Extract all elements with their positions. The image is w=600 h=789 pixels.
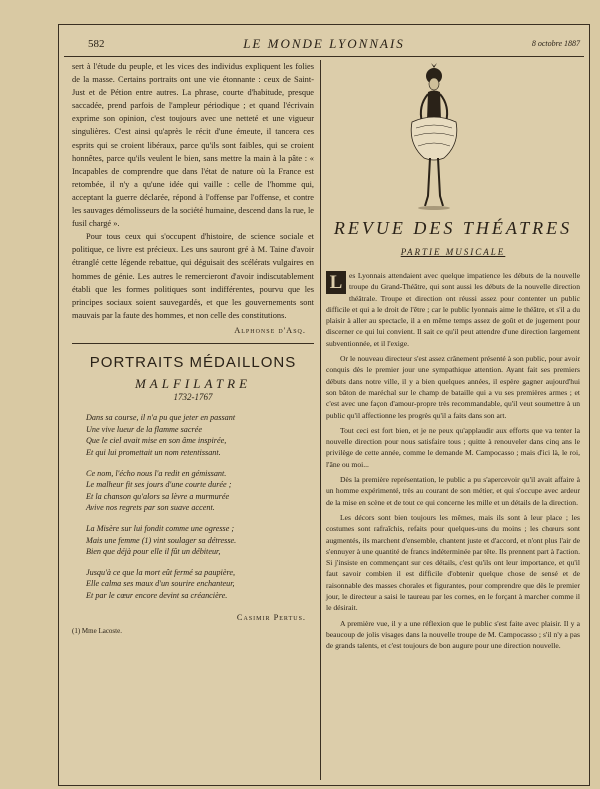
footnote: (1) Mme Lacoste. — [72, 626, 122, 635]
poem-line: Elle calma ses maux d'un sourire enchanteur, — [86, 579, 235, 589]
poem-line: La Misère sur lui fondit comme une ogresse ; — [86, 524, 235, 533]
poem-line: Avive nos regrets par son suave accent. — [86, 503, 215, 513]
theatre-paragraph: Les décors sont bien toujours les mêmes, mais ils sont à leur place ; les costumes sont rafraîchis, refaits pour quelques-uns du moins ; les chœurs sont augmentés, ils marchent d'ensemble, chantent juste et d'accord, et n'ont plus l'air de s'ennuyer à une quantité de francs indéterminée par tête. Ils prennent part à l'action. Si j'insiste en commençant sur ces détails, c'est qu'ils ont leur importance, et qu'il faut savoir combien il est difficile d'obtenir quelque chose de sensé et de raisonnable des masses chorales et figurantes, pour comprendre que dès le premier jour, le directeur a saisi le taureau par les cornes, en le forçant à marcher comme il le désirait. — [326, 512, 580, 613]
dancer-illustration — [398, 62, 470, 210]
poem-stanzas — [72, 412, 314, 601]
section-title: PORTRAITS MÉDAILLONS — [89, 353, 297, 371]
poem-author: Casimir Pertus. — [236, 612, 306, 622]
page-header — [64, 30, 584, 57]
poem-line: Dans sa course, il n'a pu que jeter en passant — [86, 413, 236, 423]
theatre-paragraph: A première vue, il y a une réflexion que le public s'est faite avec plaisir. Il y a beaucoup de jolis visages dans la nouvelle troupe de M. Campocasso ; s'il n'y a pas de grands talents, et c'est toujours de bon augure pour une direction nouvelle. — [326, 618, 580, 651]
journal-title: LE MONDE LYONNAIS — [243, 36, 405, 51]
poem-line: Bien que déjà pour elle il fût un débiteur, — [86, 547, 221, 557]
poem-stanza — [86, 523, 314, 558]
poem-line: Une vive lueur de la flamme sacrée — [86, 424, 202, 434]
poem-title: MALFILATRE — [134, 376, 252, 392]
poem-line: Et qui lui promettait un nom retentissant. — [86, 448, 221, 458]
section-rule — [72, 343, 314, 344]
right-column — [326, 270, 580, 656]
dropcap-letter: L — [326, 271, 346, 294]
theatre-paragraph: Or le nouveau directeur s'est assez crânement présenté à son public, pour avoir conquis dès le premier jour une sympathique attention. Ayant fait ses premiers débuts dans notre ville, il y a bien quelques années, il espère gagner aujourd'hui son bâton de maréchal sur le champ de bataille qui a vu ses premières armes ; et c'est avec une façon d'amour-propre très recommandable, qu'il veut soumettre à un public qu'il affectionne les progrès qu'il a faits dans son art. — [326, 354, 580, 420]
poem-line: Ce nom, l'écho nous l'a redit en gémissant. — [86, 468, 227, 478]
poem-line: Le malheur fit ses jours d'une courte durée ; — [86, 480, 232, 490]
poem-line: Et la chanson qu'alors sa lèvre a murmurée — [86, 491, 230, 501]
issue-date: 8 octobre 1887 — [531, 39, 580, 48]
theatre-paragraph: Dès la première représentation, le public a pu s'apercevoir qu'il avait affaire à un homme expérimenté, très au courant de son métier, et qui s'occupe avec ardeur de la mise en scène et de tout ce qui concerne les mille et un détails de la direction. — [326, 475, 580, 507]
poem-years: 1732-1767 — [173, 392, 213, 403]
left-column — [72, 60, 314, 638]
article-paragraph: sert à l'étude du peuple, et les vices des individus expliquent les folies de la masse. Certains portraits ont une vie étonnante : ceux de Saint-Just et de Pétion entre autres. La phrase, courte d'habitude, presque saccadée, prend parfois de l'ampleur périodique ; et quand l'écrivain exprime son opinion, c'est toujours avec une netteté et une vigueur singulières. C'est ainsi qu'après le récit d'une émeute, il tancera ces esprits qui se croient libéraux, parce qu'ils sont faibles, qui se croient honnêtes, parce qu'ils veulent le bien, sans mettre la main à la pâte : « Incapables de comprendre que dans l'état de nature où la France est retombée, il n'y a qu'une idée qui vaille : celle de l'homme qui, acceptant la guerre déclarée, répond à l'offense par l'offense, et contre les sauvages démolisseurs de la société humaine, descend dans la rue, le fusil chargé ». — [72, 62, 314, 229]
article-paragraph: Pour tous ceux qui s'occupent d'histoire, de science sociale et politique, ce livre est précieux. Les uns sauront gré à M. Taine d'avoir étranglé cette légende rebattue, qui déguisait des scélérats vulgaires en hommes de génie. Les autres le remercieront d'avoir indiscutablement établi que les formes politiques sont indifférentes, pourvu que les principes sociaux soient sauvegardés, et que les gouvernements sont mauvais par la faute des hommes, et non celle des constitutions. — [72, 232, 314, 320]
theatre-section-title: REVUE DES THÉATRES — [333, 218, 573, 238]
page-number: 582 — [88, 38, 105, 50]
poem-line: Et par le cœur encore devint sa créancière. — [86, 590, 228, 600]
poem-stanza — [86, 468, 314, 514]
theatre-subtitle: PARTIE MUSICALE — [400, 247, 506, 257]
poem-line: Mais une femme (1) vint soulager sa détresse. — [86, 535, 237, 545]
column-divider — [320, 60, 321, 780]
theatre-paragraph — [326, 270, 580, 349]
article-signature: Alphonse d'Asq. — [234, 325, 306, 335]
poem-line: Jusqu'à ce que la mort eût fermé sa paupière, — [86, 567, 236, 577]
poem-line: Que le ciel avait mise en son âme inspirée, — [86, 436, 227, 446]
theatre-paragraph: Tout ceci est fort bien, et je ne peux qu'applaudir aux efforts que va tenter la nouvelle direction pour nous satisfaire tous ; quitte à renouveler dans cinq ans le privilège de cette année, comme le demande M. Campocasso ; mais d'ici là, le roi, l'âne ou moi... — [326, 425, 580, 469]
poem-stanza — [86, 567, 314, 602]
theatre-first-paragraph-text: es Lyonnais attendaient avec quelque impatience les débuts de la nouvelle troupe du Grand-Théâtre, qui sont aussi les débuts de la nouvelle direction théâtrale. Troupe et direction ont réussi assez pour contenter un public difficile et qui a le droit de l'être ; car le public lyonnais aime le théâtre, et s'il a du plaisir à aller au spectacle, il a en même temps assez de goût et de jugement pour discerner ce qui lui convient. Il sait ce qu'il peut attendre d'une direction largement subventionnée, et il l'exige. — [326, 271, 580, 348]
poem-stanza — [86, 412, 314, 458]
